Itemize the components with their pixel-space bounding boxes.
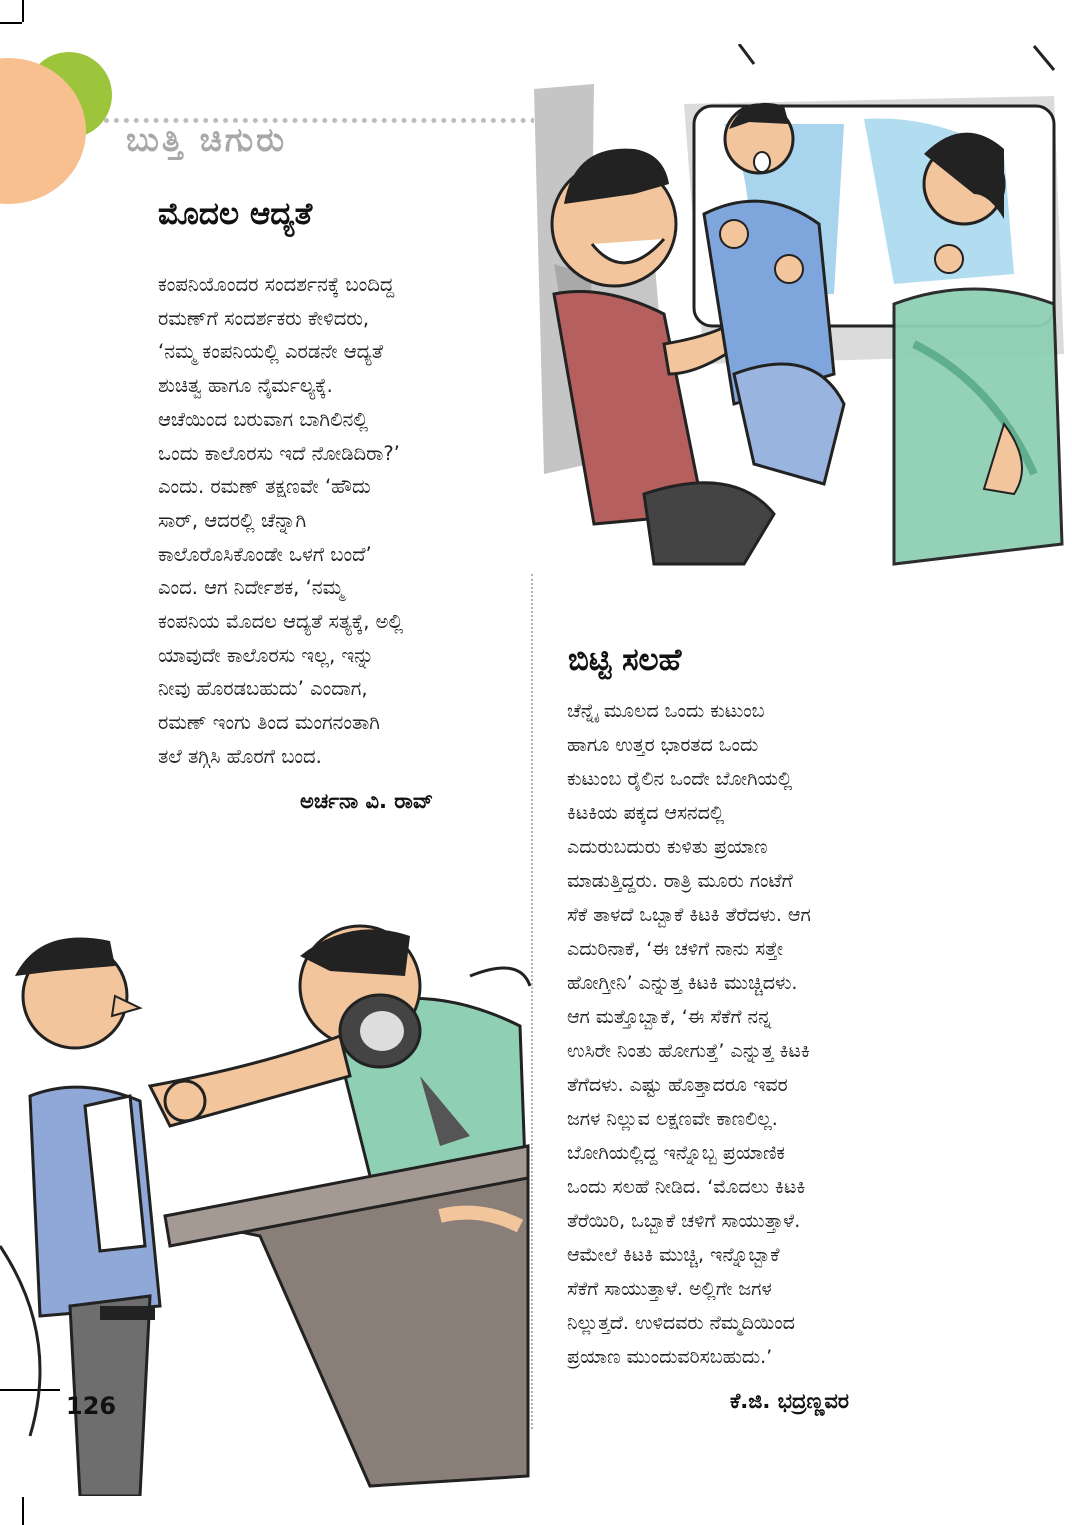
crop-mark-top-h [0, 22, 22, 24]
story1-title: ಮೊದಲ ಆದ್ಯತೆ [158, 196, 313, 232]
crop-mark-bottom-v [22, 1497, 24, 1525]
story2-title: ಬಿಟ್ಟಿ ಸಲಹೆ [568, 642, 682, 678]
section-label: ಬುತ್ತಿ ಚಿಗುರು [126, 120, 288, 159]
story2-body: ಚೆನ್ನೈ ಮೂಲದ ಒಂದು ಕುಟುಂಬ ಹಾಗೂ ಉತ್ತರ ಭಾರತದ ಒಂದು ಕುಟುಂಬ ರೈಲಿನ ಒಂದೇ ಬೋಗಿಯಲ್ಲಿ ಕಿಟಕಿಯ ಪಕ್ಕದ ಆಸನದಲ್ಲಿ ಎದುರುಬದುರು ಕುಳಿತು ಪ್ರಯಾಣ ಮಾಡುತ್ತಿದ್ದರು. ರಾತ್ರಿ ಮೂರು ಗಂಟೆಗೆ ಸೆಕೆ ತಾಳದೆ ಒಬ್ಬಾಕೆ ಕಿಟಕಿ ತೆರೆದಳು. ಆಗ ಎದುರಿನಾಕೆ, ‘ಈ ಚಳಿಗೆ ನಾನು ಸತ್ತೇ ಹೋಗ್ತೀನಿ’ ಎನ್ನುತ್ತ ಕಿಟಕಿ ಮುಚ್ಚಿದಳು. ಆಗ ಮತ್ತೊಬ್ಬಾಕೆ, ‘ಈ ಸೆಕೆಗೆ ನನ್ನ ಉಸಿರೇ ನಿಂತು ಹೋಗುತ್ತೆ’ ಎನ್ನುತ್ತ ಕಿಟಕಿ ತೆಗೆದಳು. ಎಷ್ಟು ಹೊತ್ತಾದರೂ ಇವರ ಜಗಳ ನಿಲ್ಲುವ ಲಕ್ಷಣವೇ ಕಾಣಲಿಲ್ಲ. ಬೋಗಿಯಲ್ಲಿದ್ದ ಇನ್ನೊಬ್ಬ ಪ್ರಯಾಣಿಕ ಒಂದು ಸಲಹೆ ನೀಡಿದ. ‘ಮೊದಲು ಕಿಟಕಿ ತೆರೆಯಿರಿ, ಒಬ್ಬಾಕೆ ಚಳಿಗೆ ಸಾಯುತ್ತಾಳೆ. ಆಮೇಲೆ ಕಿಟಕಿ ಮುಚ್ಚಿ, ಇನ್ನೊಬ್ಬಾಕೆ ಸೆಕೆಗೆ ಸಾಯುತ್ತಾಳೆ. ಅಲ್ಲಿಗೇ ಜಗಳ ನಿಲ್ಲುತ್ತದೆ. ಉಳಿದವರು ನೆಮ್ಮದಿಯಿಂದ ಪ್ರಯಾಣ ಮುಂದುವರಿಸಬಹುದು.’ [567, 700, 811, 1368]
train-compartment-illustration [534, 44, 1072, 576]
story1-author: ಅರ್ಚನಾ ವಿ. ರಾವ್ [300, 789, 434, 813]
page-number: 126 [66, 1392, 117, 1420]
story1-body: ಕಂಪನಿಯೊಂದರ ಸಂದರ್ಶನಕ್ಕೆ ಬಂದಿದ್ದ ರಮಣ್‌ಗೆ ಸಂದರ್ಶಕರು ಕೇಳಿದರು, ‘ನಮ್ಮ ಕಂಪನಿಯಲ್ಲಿ ಎರಡನೇ ಆದ್ಯತೆ ಶುಚಿತ್ವ ಹಾಗೂ ನೈರ್ಮಲ್ಯಕ್ಕೆ. ಆಚೆಯಿಂದ ಬರುವಾಗ ಬಾಗಿಲಿನಲ್ಲಿ ಒಂದು ಕಾಲೊರಸು ಇದೆ ನೋಡಿದಿರಾ?’ ಎಂದು. ರಮಣ್ ತಕ್ಷಣವೇ ‘ಹೌದು ಸಾರ್, ಆದರಲ್ಲಿ ಚೆನ್ನಾಗಿ ಕಾಲೊರೊಸಿಕೊಂಡೇ ಒಳಗೆ ಬಂದೆ’ ಎಂದ. ಆಗ ನಿರ್ದೇಶಕ, ‘ನಮ್ಮ ಕಂಪನಿಯ ಮೊದಲ ಆದ್ಯತೆ ಸತ್ಯಕ್ಕೆ, ಅಲ್ಲಿ ಯಾವುದೇ ಕಾಲೊರಸು ಇಲ್ಲ, ಇನ್ನು ನೀವು ಹೊರಡಬಹುದು’ ಎಂದಾಗ, ರಮಣ್ ಇಂಗು ತಿಂದ ಮಂಗನಂತಾಗಿ ತಲೆ ತಗ್ಗಿಸಿ ಹೊರಗೆ ಬಂದ. [158, 273, 404, 768]
story2-author: ಕೆ.ಜಿ. ಭದ್ರಣ್ಣವರ [730, 1389, 849, 1413]
crop-mark-top-v [22, 0, 24, 22]
